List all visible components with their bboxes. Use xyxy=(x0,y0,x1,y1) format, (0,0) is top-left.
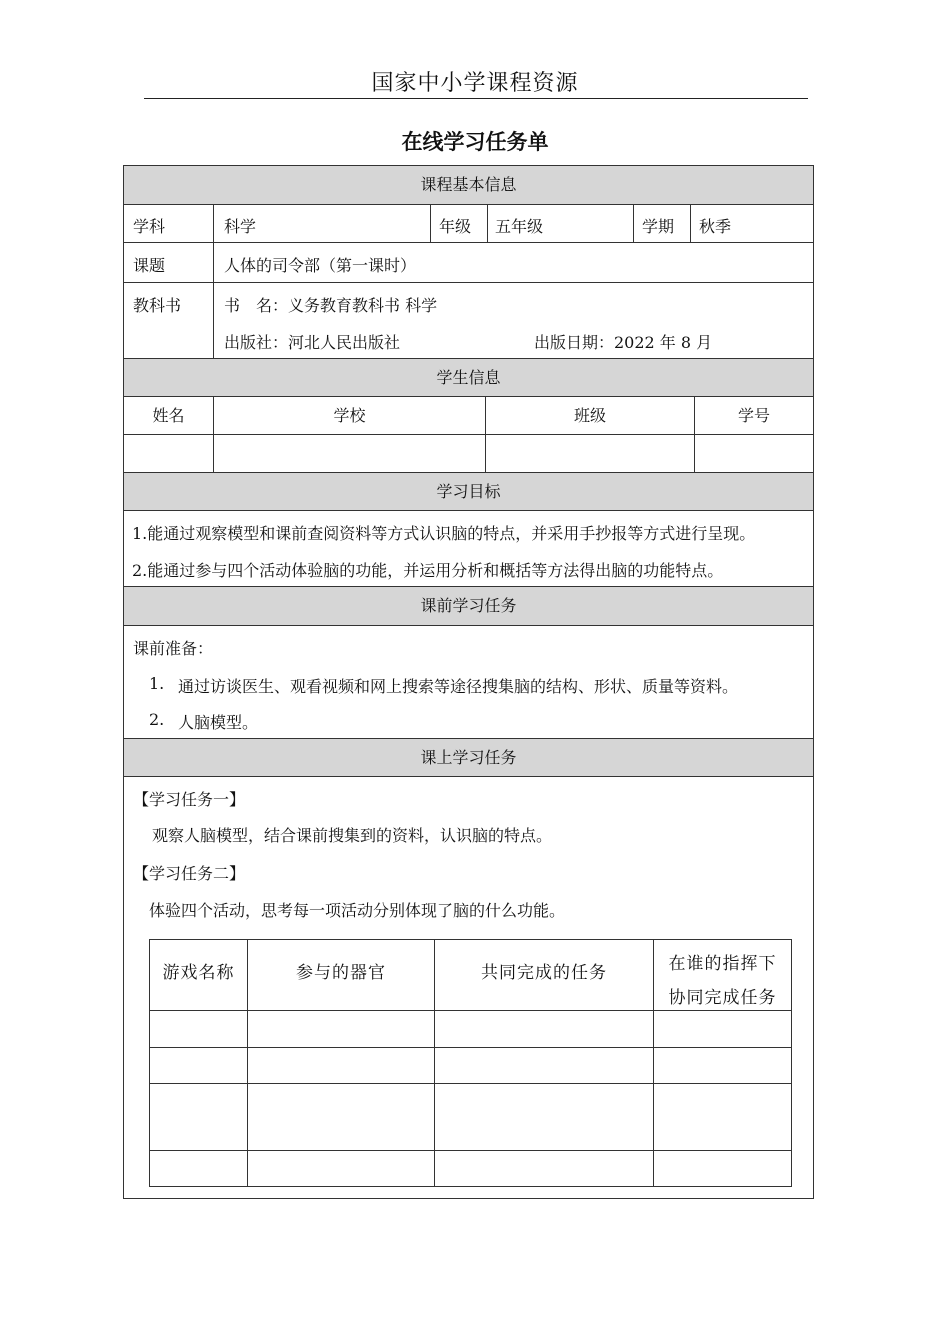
joint-task-cell[interactable] xyxy=(434,1151,653,1186)
student-info-entry-row xyxy=(124,434,813,472)
course-info-row-subject xyxy=(124,204,813,242)
objective-item-2: 2.能通过参与四个活动体验脑的功能，并运用分析和概括等方法得出脑的功能特点。 xyxy=(132,561,724,580)
pre-class-title: 课前学习任务 xyxy=(420,596,517,615)
game-name-cell[interactable] xyxy=(150,1048,247,1083)
book-name-line: 书 名：义务教育教科书 科学 xyxy=(224,296,438,315)
game-name-cell[interactable] xyxy=(150,1151,247,1186)
publish-date-line: 出版日期：2022 年 8 月 xyxy=(534,333,713,352)
term-label-cell xyxy=(633,205,690,242)
student-name-header: 姓名 xyxy=(152,406,185,425)
pre-class-body xyxy=(124,625,813,738)
commander-cell[interactable] xyxy=(653,1048,791,1083)
activity-table-row xyxy=(150,1010,791,1047)
student-info-title: 学生信息 xyxy=(436,368,501,387)
game-name-cell[interactable] xyxy=(150,1084,247,1150)
course-info-row-topic xyxy=(124,242,813,282)
pre-class-item-1-num: 1. xyxy=(149,674,165,693)
task-1-title: 【学习任务一】 xyxy=(133,790,246,809)
term-value-cell xyxy=(690,205,813,242)
task-1-text: 观察人脑模型，结合课前搜集到的资料，认识脑的特点。 xyxy=(152,826,553,845)
joint-task-cell[interactable] xyxy=(434,1011,653,1047)
document-title: 在线学习任务单 xyxy=(401,130,549,154)
organs-cell[interactable] xyxy=(247,1084,434,1150)
student-id-field[interactable] xyxy=(694,435,813,472)
activity-table-row xyxy=(150,1150,791,1186)
header-divider xyxy=(144,98,808,99)
joint-task-cell[interactable] xyxy=(434,1084,653,1150)
topic-label: 课题 xyxy=(133,256,166,275)
grade-label-cell xyxy=(430,205,487,242)
joint-task-header: 共同完成的任务 xyxy=(434,940,653,1010)
pre-class-item-2-text: 人脑模型。 xyxy=(178,713,259,732)
commander-cell[interactable] xyxy=(653,1151,791,1186)
student-name-field[interactable] xyxy=(124,435,213,472)
organs-header: 参与的器官 xyxy=(247,940,434,1010)
commander-header xyxy=(653,940,791,1010)
student-class-header: 班级 xyxy=(485,397,694,434)
objectives-header xyxy=(124,472,813,510)
commander-header-line-2: 协同完成任务 xyxy=(668,988,777,1008)
student-class-field[interactable] xyxy=(485,435,694,472)
objectives-body xyxy=(124,510,813,586)
activity-table-row xyxy=(150,1083,791,1150)
commander-cell[interactable] xyxy=(653,1084,791,1150)
organs-cell[interactable] xyxy=(247,1048,434,1083)
pre-class-item-1-text: 通过访谈医生、观看视频和网上搜索等途径搜集脑的结构、形状、质量等资料。 xyxy=(178,677,739,696)
textbook-value-cell xyxy=(213,283,813,358)
textbook-label: 教科书 xyxy=(133,296,182,315)
game-name-header: 游戏名称 xyxy=(162,963,235,983)
subject-value: 科学 xyxy=(224,217,257,236)
publisher-line: 出版社：河北人民出版社 xyxy=(224,333,401,352)
organs-cell[interactable] xyxy=(247,1011,434,1047)
textbook-label-cell xyxy=(124,283,213,358)
course-info-title: 课程基本信息 xyxy=(420,175,517,194)
pre-class-item-2-num: 2. xyxy=(149,710,165,729)
subject-label-cell xyxy=(124,205,213,242)
topic-label-cell xyxy=(124,243,213,282)
pre-class-header xyxy=(124,586,813,625)
course-info-header xyxy=(124,166,813,204)
subject-label: 学科 xyxy=(133,217,166,236)
activity-table-header-row xyxy=(150,940,791,1010)
student-id-header: 学号 xyxy=(694,397,813,434)
student-school-header: 学校 xyxy=(213,397,485,434)
activity-table-row xyxy=(150,1047,791,1083)
in-class-header xyxy=(124,738,813,776)
commander-cell[interactable] xyxy=(653,1011,791,1047)
task-2-title: 【学习任务二】 xyxy=(133,864,246,883)
student-info-header-row xyxy=(124,396,813,434)
grade-value: 五年级 xyxy=(495,217,544,236)
joint-task-cell[interactable] xyxy=(434,1048,653,1083)
task-sheet-table xyxy=(123,165,814,1199)
term-label: 学期 xyxy=(642,217,675,236)
course-info-row-textbook xyxy=(124,282,813,358)
term-value: 秋季 xyxy=(699,217,732,236)
student-info-header xyxy=(124,358,813,396)
grade-label: 年级 xyxy=(439,217,472,236)
in-class-title: 课上学习任务 xyxy=(420,748,517,767)
activity-table xyxy=(149,939,792,1187)
commander-header-line-1: 在谁的指挥下 xyxy=(668,954,777,974)
subject-value-cell xyxy=(213,205,430,242)
grade-value-cell xyxy=(487,205,633,242)
organs-cell[interactable] xyxy=(247,1151,434,1186)
objective-item-1: 1.能通过观察模型和课前查阅资料等方式认识脑的特点，并采用手抄报等方式进行呈现。 xyxy=(132,524,756,543)
site-header-title: 国家中小学课程资源 xyxy=(371,71,579,96)
pre-class-intro: 课前准备： xyxy=(133,639,214,658)
task-2-text: 体验四个活动，思考每一项活动分别体现了脑的什么功能。 xyxy=(149,901,566,920)
student-school-field[interactable] xyxy=(213,435,485,472)
objectives-title: 学习目标 xyxy=(436,482,501,501)
topic-value: 人体的司令部（第一课时） xyxy=(224,256,417,275)
topic-value-cell xyxy=(213,243,813,282)
game-name-cell[interactable] xyxy=(150,1011,247,1047)
